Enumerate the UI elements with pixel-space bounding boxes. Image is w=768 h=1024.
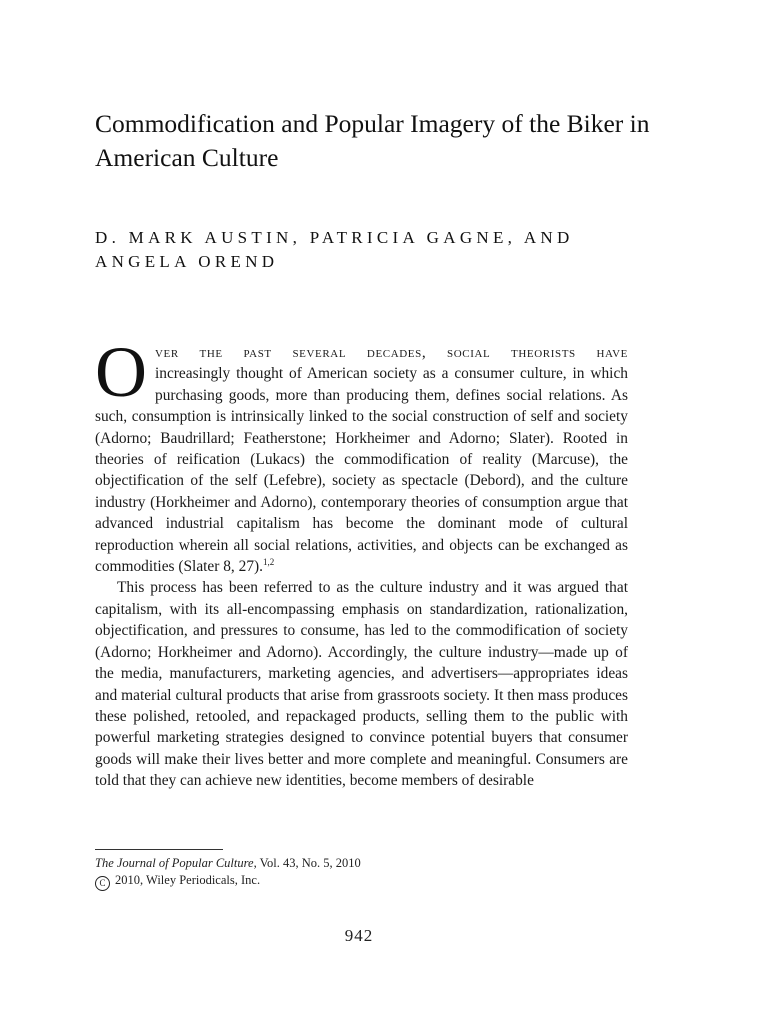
copyright-icon: C [95, 876, 110, 891]
small-caps-lead-in: ver the past several decades, social theorists have [155, 344, 628, 361]
paragraph-1-text: increasingly thought of American society as a consumer culture, in which purchasing goods, more than producing them, defines social relations. As such, consumption is intrinsically linked to the social construction of self and society (Adorno; Baudrillard; Featherstone; Horkheimer and Adorno; Slater). Rooted in theories of reification (Lukacs) the commodification of reality (Marcuse), the objectification of the self (Lefebre), society as spectacle (Debord), and the culture industry (Horkheimer and Adorno), contemporary theories of consumption argue that advanced industrial capitalism has become the dominant mode of cultural reproduction wherein all social relations, activities, and objects can be exchanged as commodities (Slater 8, 27). [95, 365, 628, 576]
copyright-line [95, 872, 615, 891]
journal-name: The Journal of Popular Culture [95, 856, 254, 870]
footnote [95, 855, 615, 891]
copyright-text: 2010, Wiley Periodicals, Inc. [115, 873, 261, 887]
page-number: 942 [344, 926, 374, 945]
article-authors: D. MARK AUSTIN, PATRICIA GAGNE, AND ANGELA OREND [95, 228, 574, 271]
paragraph-1 [95, 332, 628, 577]
drop-cap: O [95, 332, 147, 412]
article-title: Commodification and Popular Imagery of the Biker in American Culture [95, 109, 650, 172]
journal-citation [95, 855, 615, 872]
article-body [95, 332, 628, 792]
footnote-divider [95, 849, 223, 850]
journal-volume: , Vol. 43, No. 5, 2010 [253, 856, 361, 870]
footnote-reference[interactable]: 1,2 [262, 556, 275, 567]
paragraph-2: This process has been referred to as the culture industry and it was argued that capitalism, with its all-encompassing emphasis on standardization, rationalization, objectification, and pressures to consume, has led to the commodification of society (Adorno; Horkheimer and Adorno). Accordingly, the culture industry—made up of the media, manufacturers, marketing agencies, and advertisers—appropriates ideas and material cultural products that arise from grassroots society. It then mass produces these polished, retooled, and repackaged products, selling them to the public with powerful marketing strategies designed to convince potential buyers that consumer goods will make their lives better and more complete and meaningful. Consumers are told that they can achieve new identities, become members of desirable [95, 579, 628, 790]
